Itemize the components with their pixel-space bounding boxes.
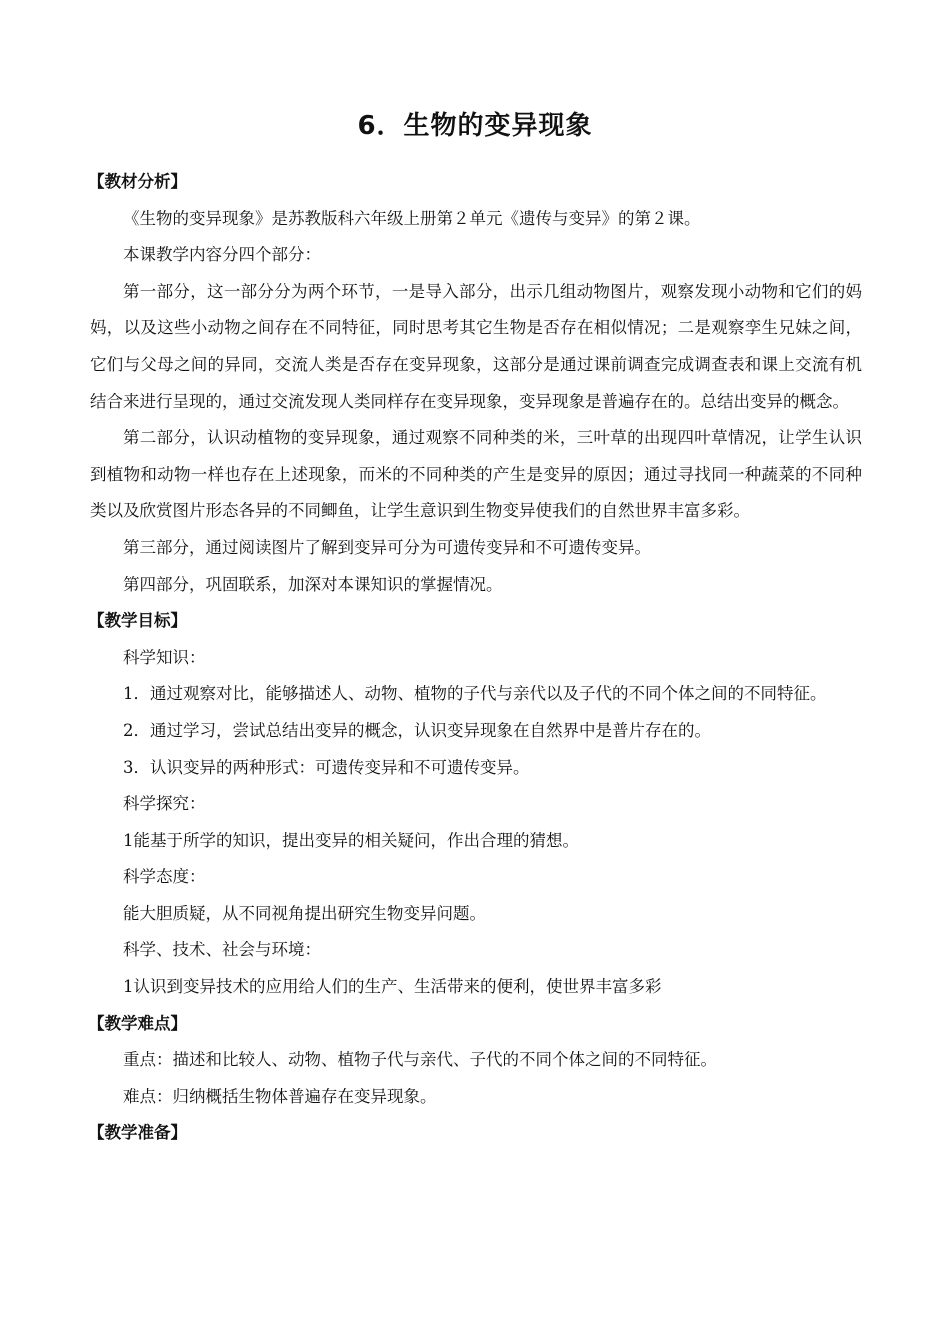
list-item: 1．通过观察对比，能够描述人、动物、植物的子代与亲代以及子代的不同个体之间的不同特征。	[123, 684, 827, 704]
list-item: 1能基于所学的知识，提出变异的相关疑问，作出合理的猜想。	[123, 830, 579, 850]
subsection-label: 科学知识：	[123, 647, 206, 667]
paragraph: 难点：归纳概括生物体普遍存在变异现象。	[123, 1086, 437, 1106]
subsection-label: 科学、技术、社会与环境：	[123, 940, 321, 960]
list-item: 3．认识变异的两种形式：可遗传变异和不可遗传变异。	[123, 757, 530, 777]
list-item: 1认识到变异技术的应用给人们的生产、生活带来的便利，使世界丰富多彩	[123, 977, 662, 997]
document-body	[90, 164, 862, 1152]
paragraph: 第一部分，这一部分分为两个环节，一是导入部分，出示几组动物图片，观察发现小动物和它们的妈妈，以及这些小动物之间存在不同特征，同时思考其它生物是否存在相似情况；二是观察孪生兄妹之间，它们与父母之间的异同，交流人类是否存在变异现象，这部分是通过课前调查完成调查表和课上交流有机结合来进行呈现的，通过交流发现人类同样存在变异现象，变异现象是普遍存在的。总结出变异的概念。	[90, 281, 862, 411]
paragraph: 本课教学内容分四个部分：	[123, 245, 321, 265]
list-item: 2．通过学习，尝试总结出变异的概念，认识变异现象在自然界中是普片存在的。	[123, 720, 711, 740]
paragraph: 第二部分，认识动植物的变异现象，通过观察不同种类的米，三叶草的出现四叶草情况，让学生认识到植物和动物一样也存在上述现象，而米的不同种类的产生是变异的原因；通过寻找同一种蔬菜的不同种类以及欣赏图片形态各异的不同鲫鱼，让学生意识到生物变异使我们的自然世界丰富多彩。	[90, 428, 862, 521]
paragraph: 第三部分，通过阅读图片了解到变异可分为可遗传变异和不可遗传变异。	[123, 537, 651, 557]
page-title: 6．生物的变异现象	[357, 111, 593, 141]
paragraph: 第四部分，巩固联系，加深对本课知识的掌握情况。	[123, 574, 503, 594]
subsection-label: 科学态度：	[123, 867, 206, 887]
section-heading-difficulty: 【教学难点】	[88, 1013, 187, 1033]
subsection-label: 科学探究：	[123, 794, 206, 814]
section-heading-prep: 【教学准备】	[88, 1123, 187, 1143]
list-item: 能大胆质疑，从不同视角提出研究生物变异问题。	[123, 903, 486, 923]
section-heading-goals: 【教学目标】	[88, 611, 187, 631]
paragraph: 《生物的变异现象》是苏教版科六年级上册第２单元《遗传与变异》的第２课。	[123, 208, 701, 228]
section-heading-analysis: 【教材分析】	[88, 172, 187, 191]
paragraph: 重点：描述和比较人、动物、植物子代与亲代、子代的不同个体之间的不同特征。	[123, 1050, 717, 1070]
